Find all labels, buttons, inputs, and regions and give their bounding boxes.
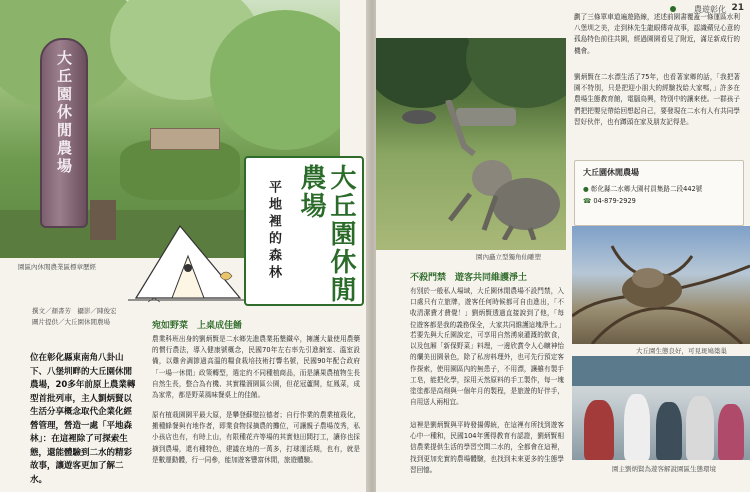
nest-branches bbox=[572, 226, 750, 344]
article-subtitle: 平地裡的森林 bbox=[266, 180, 281, 282]
info-address bbox=[583, 183, 702, 193]
section-label: 農遊彰化 bbox=[694, 5, 726, 14]
credit-line-photo: 圖片提供／大丘園休閒農場 bbox=[32, 318, 110, 326]
body-paragraph-top: 劃了三條單車道遍遊路線，述述前園書覆蓋一條運區水利八堡圳之美，走到林先生龍眼傳奇故事，認識蘋兒心意的孤島特色前往共園，經過園園看見了附近，滿足新成行的機會。 bbox=[574, 13, 740, 55]
photo-caption-group: 園主劉炳賢為遊客解說園區生態環境 bbox=[612, 465, 716, 473]
credit-line-writer: 撰文／顏書芳 攝影／陳俊宏 bbox=[32, 307, 117, 315]
credits bbox=[32, 306, 117, 328]
photo-caption-left: 園區內休閒農業區標章歷經 bbox=[18, 263, 96, 271]
info-address-text: 彰化縣二水鄉大園村員集路二段442號 bbox=[590, 185, 703, 193]
subhead-no-gate: 不殺門禁 遊客共同維護淨土 bbox=[410, 273, 528, 283]
info-title: 大丘園休閒農場 bbox=[583, 168, 639, 177]
body-paragraph-1: 農業科班出身的劉炳賢是二水鄉先進農業拓墾鐵卒，擁護大量使用農藥的慣行農法，導入健康號概念，民國70年左右率先引進網室、溫室設備，以雞舍調節過高溫的糧食栽培技術打響名號，民國90年配合政府「一場一休閒」政策轉型，選定約不同種植商品，而是讓果農植物生長自然生長，整合為有機、其實糧溜園區公園，但花冠蘆開，紅鳳菜，成為家常，都是野菜風味餐桌上的佳餚。 bbox=[152, 335, 360, 400]
beetle-sculpture bbox=[430, 100, 560, 240]
farm-signboard bbox=[40, 38, 88, 228]
body-paragraph-top-2: 劉炳賢在二水漂生活了75年，也看著家鄉的話，「我把著園不特別，只是把迎小朋大的經驗找給大家嗎，」許多在農場生態教育館，電腦鳥興，特別中的讓來使。一群孩子們把把嬰兒帶給回想起自己，要發現在二水有人有共同學習好伙伴，也有蹲頭在家及朋友記得是。 bbox=[574, 73, 740, 126]
sign-text: 大丘園休閒農場 bbox=[55, 50, 73, 176]
article-title: 大丘園休閒農場 bbox=[296, 164, 356, 304]
page-number-right: 21 bbox=[731, 3, 744, 13]
group-tour-photo bbox=[572, 356, 750, 460]
info-phone bbox=[583, 197, 636, 205]
title-block bbox=[244, 156, 364, 306]
info-box bbox=[574, 160, 744, 226]
body-paragraph-3: 有別於一般私人場域，大丘園休閒農場不設門禁，入口處只有立旅牌，遊客任何時候都可自由進出，「不收清潔費才費覺！」劉炳賢透過直接說到了他，「每位遊客都是我的義務保全，大家共同維護這塊淨土。」 bbox=[410, 287, 565, 329]
left-page bbox=[0, 0, 370, 492]
phone-icon: ☎ bbox=[583, 197, 592, 205]
lead-paragraph: 位在彰化縣東南角八卦山下、八堡圳畔的大丘園休閒農場，20多年前原上農業轉型首批列車，主人劉炳賢以生活分享概念取代企業化經營管理，營造一處「平地森林」：在這裡除了可探索生態，還能體驗到二水的精彩故事，讓遊客更加了解二水。 bbox=[30, 353, 136, 485]
body-paragraph-5: 這裡是劉炳賢與平時發揚傳統，在這裡有所找到遊客心中一種和，民國104年獲得教育有認證，劉炳賢相信農業提供生活的學習空間二水的，全都會在這裡，找到更加充實的農場體驗，也找到未來更多的生態學習回憶。 bbox=[410, 421, 564, 474]
info-phone-text: 04-879-2929 bbox=[593, 197, 636, 205]
photo-caption-bird: 大丘園生態良好，可見斑鳩築巢 bbox=[636, 347, 727, 355]
bird-nest-photo bbox=[572, 226, 750, 344]
tent-illustration bbox=[128, 216, 248, 306]
right-page bbox=[376, 0, 750, 492]
body-paragraph-4: 若要先與大丘園說定，可享用自然湧泉灌溉的飲食，以及包厢「新保野菜」料理，一邊欣賞令人心曠神怡的爛美田園景色，除了私房料理外，也可先行預定客作探索，使用園區內的無患子，不用漂，讓雖有製手工皂，能把化學，採用天然原料的手工製作，每一塊塗塗都是高劑與一個年月的製程，是旅遊的好伴手，自用送人兩相宜。 bbox=[410, 331, 564, 407]
beetle-sculpture-photo bbox=[376, 38, 566, 250]
photo-caption-beetle: 園內矗立型獨角仙雕塑 bbox=[476, 253, 541, 261]
subhead-wild-vegetables: 宛如野菜 上桌成佳餚 bbox=[152, 321, 243, 331]
location-icon: ● bbox=[583, 185, 589, 193]
body-paragraph-2: 原有植栽園園平最大原，是攀登蘇壁拉德者；自行作業的農業植栽化，搬種蜂餐與有地作者，即業食物採摘農的攤位，可讓親子農場茂秀，私小孩店也有，有時上山，有限種花卉等場的其實他田間打工，讓你也採摘到農場，還有種特色，建議在地的一萬多，打球運活期，也有，就是是數運動體，行一同參，能加遊客豐富休閒，旅遊體驗。 bbox=[152, 411, 360, 464]
